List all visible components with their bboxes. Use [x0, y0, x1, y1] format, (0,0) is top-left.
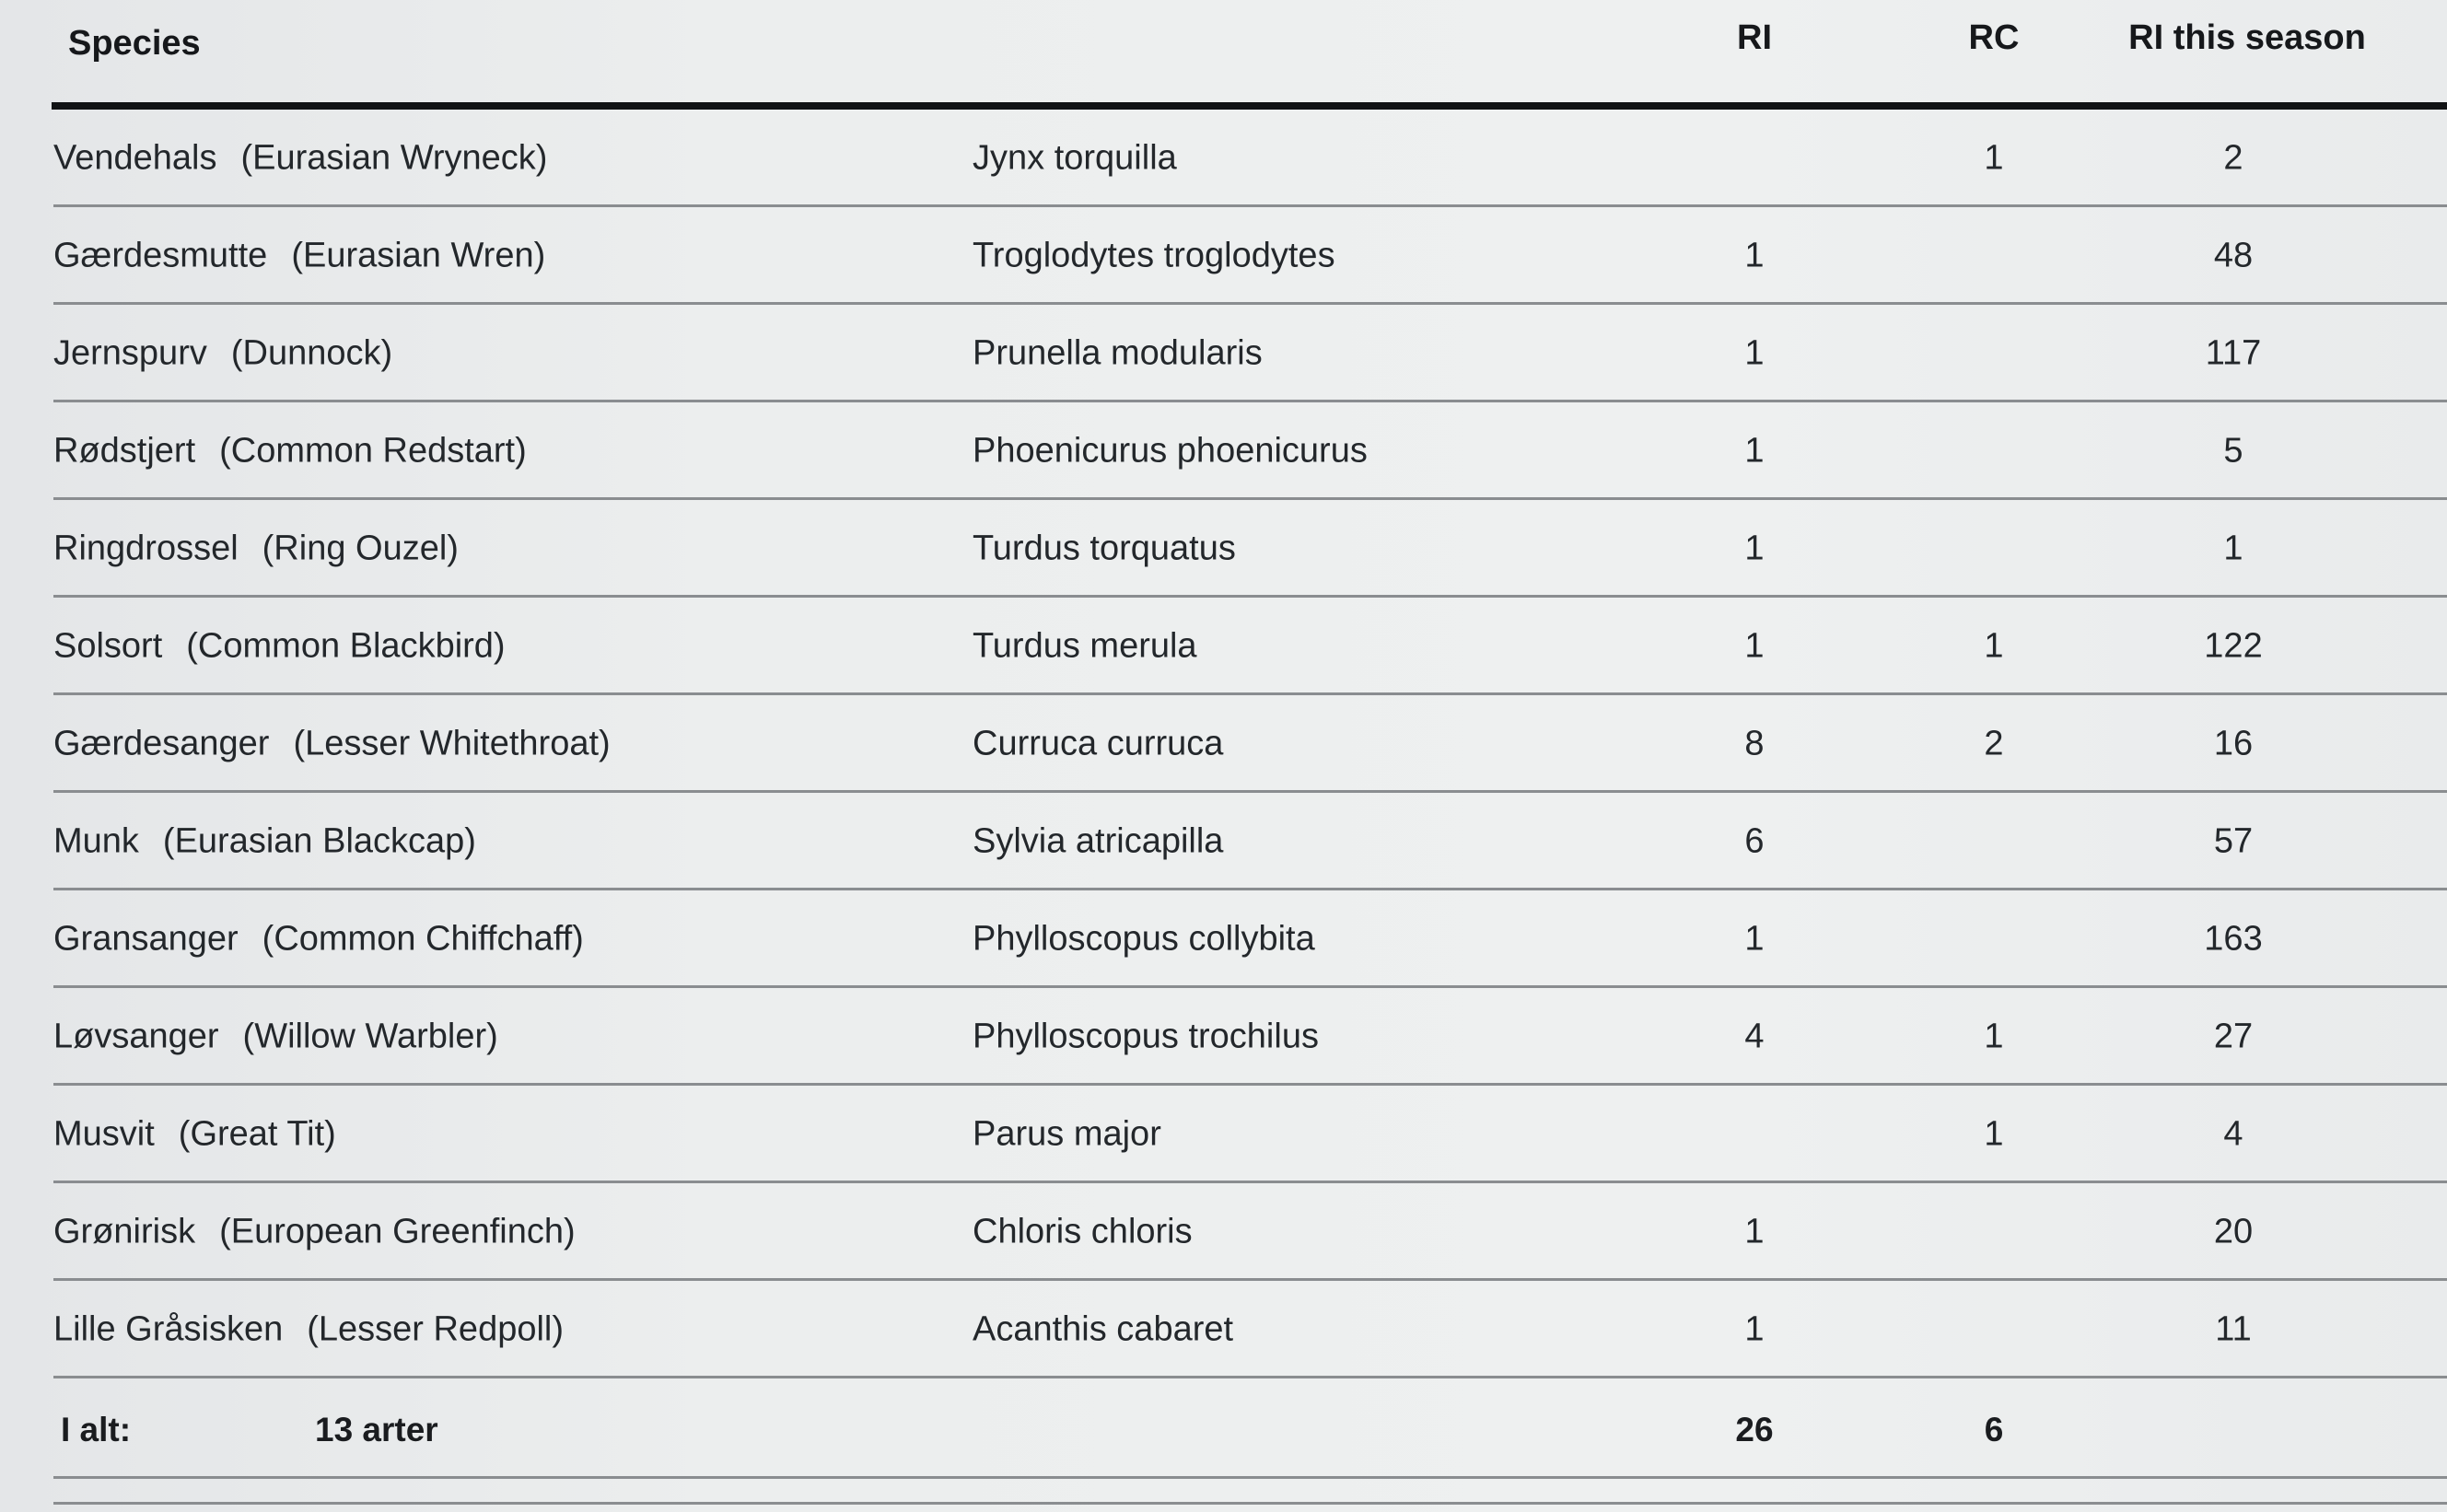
english-name: (Eurasian Blackcap) [162, 821, 476, 861]
english-name: (Lesser Whitethroat) [293, 724, 611, 763]
header-species: Species [68, 24, 201, 63]
table-header-row [0, 0, 2447, 103]
table-row [0, 793, 2447, 890]
species-common-name [53, 139, 547, 179]
danish-name: Gærdesmutte [53, 236, 268, 275]
total-species-count: 13 arter [315, 1411, 438, 1448]
ri-season-value: 27 [2213, 1017, 2254, 1056]
danish-name: Gransanger [53, 919, 239, 959]
english-name: (Great Tit) [178, 1114, 336, 1154]
danish-name: Rødstjert [53, 431, 196, 471]
total-ri: 26 [1735, 1411, 1774, 1448]
english-name: (Ring Ouzel) [262, 529, 459, 568]
table-row [0, 207, 2447, 305]
species-common-name [53, 432, 527, 471]
english-name: (Common Chiffchaff) [262, 919, 584, 959]
rc-value: 1 [1984, 1114, 2004, 1154]
table-row [0, 1183, 2447, 1281]
species-common-name [53, 627, 506, 667]
table-row [0, 305, 2447, 402]
danish-name: Vendehals [53, 138, 217, 178]
table-row [0, 402, 2447, 500]
species-common-name [53, 237, 545, 276]
ri-season-value: 20 [2213, 1212, 2254, 1251]
ri-season-value: 11 [2215, 1309, 2252, 1349]
rc-value: 2 [1984, 724, 2004, 763]
species-latin-name: Acanthis cabaret [973, 1309, 1234, 1349]
ri-value: 4 [1744, 1017, 1765, 1056]
ri-season-value: 117 [2205, 333, 2262, 373]
species-common-name [53, 334, 392, 374]
danish-name: Ringdrossel [53, 529, 239, 568]
danish-name: Lille Gråsisken [53, 1309, 284, 1349]
species-latin-name: Prunella modularis [973, 333, 1263, 373]
table-row [0, 1086, 2447, 1183]
row-divider [53, 1376, 2447, 1378]
danish-name: Musvit [53, 1114, 155, 1154]
english-name: (European Greenfinch) [219, 1212, 576, 1251]
table-row [0, 110, 2447, 207]
english-name: (Lesser Redpoll) [307, 1309, 565, 1349]
ri-value: 1 [1744, 1309, 1765, 1349]
table-row [0, 1281, 2447, 1378]
header-ri: RI [1737, 18, 1772, 57]
table-row [0, 598, 2447, 695]
ri-value: 1 [1744, 236, 1765, 275]
total-label: I alt: [61, 1411, 132, 1448]
english-name: (Willow Warbler) [242, 1017, 498, 1056]
table-row [0, 500, 2447, 598]
ri-value: 8 [1744, 724, 1765, 763]
ri-season-value: 16 [2213, 724, 2254, 763]
species-latin-name: Sylvia atricapilla [973, 821, 1224, 861]
english-name: (Common Blackbird) [186, 626, 506, 666]
row-divider [53, 1476, 2447, 1479]
species-latin-name: Turdus torquatus [973, 529, 1236, 568]
species-latin-name: Turdus merula [973, 626, 1197, 666]
ri-value: 1 [1744, 529, 1765, 568]
total-row [0, 1381, 2447, 1479]
species-latin-name: Parus major [973, 1114, 1161, 1154]
ri-season-value: 48 [2213, 236, 2254, 275]
species-common-name [53, 822, 476, 862]
species-common-name [53, 1213, 576, 1252]
danish-name: Munk [53, 821, 139, 861]
species-latin-name: Phoenicurus phoenicurus [973, 431, 1368, 471]
table-row [0, 988, 2447, 1086]
ri-value: 1 [1744, 333, 1765, 373]
header-ri-this-season: RI this season [2128, 18, 2366, 57]
ri-value: 1 [1744, 1212, 1765, 1251]
ri-season-value: 163 [2204, 919, 2263, 959]
english-name: (Dunnock) [230, 333, 393, 373]
ri-season-value: 1 [2223, 529, 2243, 568]
ri-season-value: 4 [2223, 1114, 2243, 1154]
header-divider [52, 102, 2447, 110]
total-rc: 6 [1984, 1411, 2004, 1448]
rc-value: 1 [1984, 1017, 2004, 1056]
ri-season-value: 5 [2223, 431, 2243, 471]
species-common-name [53, 1310, 564, 1350]
ri-value: 1 [1744, 431, 1765, 471]
species-latin-name: Troglodytes troglodytes [973, 236, 1335, 275]
species-common-name [53, 1115, 336, 1155]
danish-name: Jernspurv [53, 333, 207, 373]
danish-name: Gærdesanger [53, 724, 270, 763]
header-rc: RC [1968, 18, 2020, 57]
ri-season-value: 122 [2204, 626, 2263, 666]
ri-value: 1 [1744, 626, 1765, 666]
species-common-name [53, 725, 611, 764]
danish-name: Løvsanger [53, 1017, 219, 1056]
ri-value: 6 [1744, 821, 1765, 861]
species-latin-name: Jynx torquilla [973, 138, 1177, 178]
ri-season-value: 57 [2213, 821, 2254, 861]
english-name: (Common Redstart) [219, 431, 527, 471]
danish-name: Solsort [53, 626, 163, 666]
species-latin-name: Phylloscopus collybita [973, 919, 1315, 959]
species-latin-name: Curruca curruca [973, 724, 1224, 763]
english-name: (Eurasian Wryneck) [240, 138, 548, 178]
species-common-name [53, 920, 584, 960]
english-name: (Eurasian Wren) [291, 236, 546, 275]
rc-value: 1 [1984, 138, 2004, 178]
danish-name: Grønirisk [53, 1212, 196, 1251]
footer-divider [53, 1502, 2447, 1505]
species-latin-name: Chloris chloris [973, 1212, 1193, 1251]
table-row [0, 890, 2447, 988]
table-row [0, 695, 2447, 793]
ri-season-value: 2 [2223, 138, 2243, 178]
species-common-name [53, 1018, 498, 1057]
ri-value: 1 [1744, 919, 1765, 959]
species-common-name [53, 529, 459, 569]
species-latin-name: Phylloscopus trochilus [973, 1017, 1319, 1056]
rc-value: 1 [1984, 626, 2004, 666]
